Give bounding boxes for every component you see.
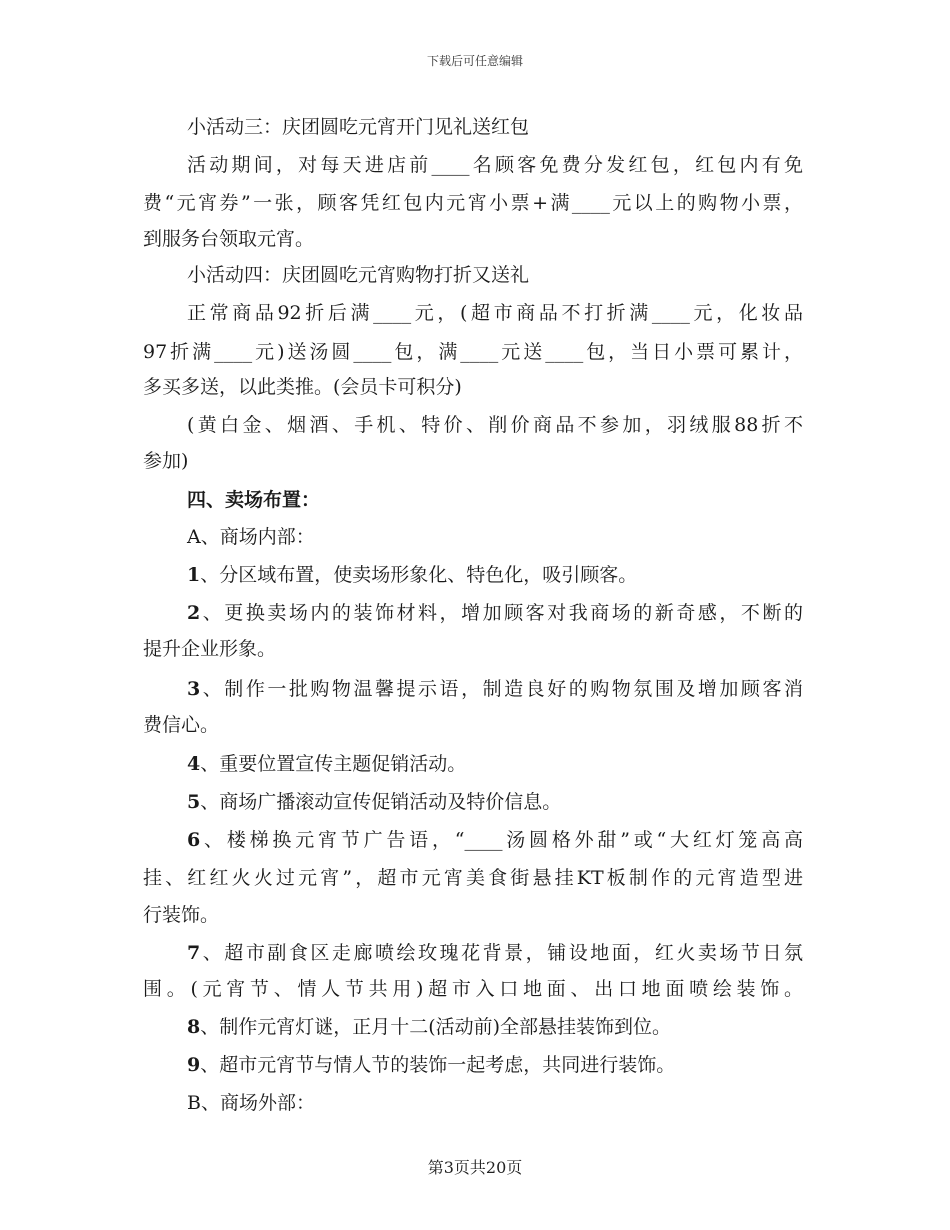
line-text: 费信心。 [143, 714, 220, 736]
item-number: 7 [187, 942, 201, 964]
line-text: 、更换卖场内的装饰材料，增加顾客对我商场的新奇感，不断的 [200, 602, 803, 624]
line-text: 、制作元宵灯谜，正月十二(活动前)全部悬挂装饰到位。 [200, 1016, 672, 1038]
numbered-item [187, 600, 803, 626]
body-line [143, 902, 803, 928]
line-text: 参加) [143, 450, 189, 472]
line-text: 四、卖场布置： [187, 489, 321, 511]
numbered-item [187, 1014, 803, 1040]
line-text: 、制作一批购物温馨提示语，制造良好的购物氛围及增加顾客消 [200, 678, 803, 700]
line-text: 多买多送，以此类推。(会员卡可积分) [143, 376, 462, 398]
numbered-item [187, 1052, 803, 1078]
line-text: 挂、红红火火过元宵”，超市元宵美食街悬挂KT板制作的元宵造型进 [143, 867, 803, 889]
line-text: 围。(元宵节、情人节共用)超市入口地面、出口地面喷绘装饰。 [143, 978, 803, 1000]
item-number: 6 [187, 829, 201, 851]
line-text: 行装饰。 [143, 904, 220, 926]
line-text: 、超市副食区走廊喷绘玫瑰花背景，铺设地面，红火卖场节日氛 [200, 942, 803, 964]
item-number: 8 [187, 1016, 201, 1038]
item-number: 4 [187, 753, 201, 775]
line-text: 、分区域布置，使卖场形象化、特色化，吸引顾客。 [200, 564, 638, 586]
numbered-item [187, 827, 803, 853]
line-text: 97折满____元)送汤圆____包，满____元送____包，当日小票可累计， [143, 341, 803, 363]
body-line [143, 339, 803, 365]
body-line [143, 374, 803, 400]
body-line [187, 114, 803, 140]
body-line [143, 712, 803, 738]
body-line [187, 152, 803, 178]
item-number: 9 [187, 1054, 201, 1076]
numbered-item [187, 676, 803, 702]
body-line [143, 190, 803, 216]
body-line [187, 412, 803, 438]
page-header: 下载后可任意编辑 [426, 54, 523, 68]
line-text: 费“元宵券”一张，顾客凭红包内元宵小票+满____元以上的购物小票， [143, 192, 803, 214]
line-text: 、楼梯换元宵节广告语，“____汤圆格外甜”或“大红灯笼高高 [200, 829, 803, 851]
line-text: 提升企业形象。 [143, 638, 277, 660]
line-text: 小活动三：庆团圆吃元宵开门见礼送红包 [187, 116, 530, 138]
line-text: 到服务台领取元宵。 [143, 228, 315, 250]
item-number: 3 [187, 678, 201, 700]
line-text: 、超市元宵节与情人节的装饰一起考虑，共同进行装饰。 [200, 1054, 676, 1076]
line-text: A、商场内部： [187, 526, 315, 548]
body-line [143, 865, 803, 891]
page-footer: 第3页共20页 [427, 1158, 523, 1177]
body-line [143, 976, 803, 1002]
line-text: 、重要位置宣传主题促销活动。 [200, 753, 467, 775]
body-line [143, 636, 803, 662]
item-number: 1 [187, 564, 201, 586]
body-line [143, 226, 803, 252]
item-number: 5 [187, 791, 201, 813]
numbered-item [187, 940, 803, 966]
numbered-item [187, 562, 803, 588]
body-line [187, 262, 803, 288]
body-line [187, 1090, 803, 1116]
numbered-item [187, 751, 803, 777]
item-number: 2 [187, 602, 201, 624]
line-text: 活动期间，对每天进店前____名顾客免费分发红包，红包内有免 [187, 154, 803, 176]
line-text: 、商场广播滚动宣传促销活动及特价信息。 [200, 791, 562, 813]
line-text: (黄白金、烟酒、手机、特价、削价商品不参加，羽绒服88折不 [187, 414, 803, 436]
numbered-item [187, 789, 803, 815]
body-line [143, 448, 803, 474]
line-text: 小活动四：庆团圆吃元宵购物打折又送礼 [187, 264, 530, 286]
body-line [187, 524, 803, 550]
line-text: B、商场外部： [187, 1092, 315, 1114]
section-heading [187, 487, 803, 513]
body-line [187, 300, 803, 326]
line-text: 正常商品92折后满____元，(超市商品不打折满____元，化妆品 [187, 302, 803, 324]
